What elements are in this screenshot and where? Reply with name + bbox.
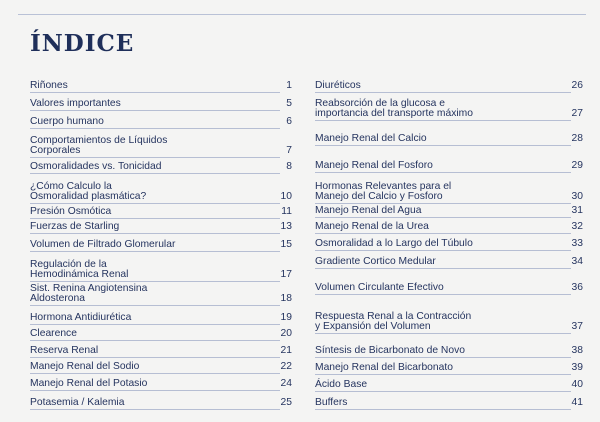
toc-entry-label: Síntesis de Bicarbonato de Novo [315, 345, 465, 356]
toc-entry[interactable] [30, 380, 292, 410]
toc-entry-label: Hormonas Relevantes para el Manejo del Calcio y Fosforo [315, 181, 452, 202]
toc-entry-label: Buffers [315, 397, 348, 408]
toc-entry-page: 37 [571, 321, 583, 332]
toc-entry[interactable] [315, 63, 583, 93]
toc-entry-label: Cuerpo humano [30, 116, 104, 127]
toc-entry-label: Respuesta Renal a la Contracción y Expansión del Volumen [315, 311, 472, 332]
toc-entry-label: Clearence [30, 328, 77, 339]
toc-entry-page: 27 [571, 108, 583, 119]
toc-entry-page: 19 [280, 312, 292, 323]
toc-entry-page: 6 [286, 116, 292, 127]
toc-entry-label: Manejo Renal del Calcio [315, 133, 427, 144]
toc-entry-label: Regulación de la Hemodinámica Renal [30, 259, 129, 280]
toc-entry-label: Manejo Renal del Potasio [30, 378, 148, 389]
toc-entry-page: 17 [280, 269, 292, 280]
toc-entry-page: 40 [571, 379, 583, 390]
toc-entry-label: Gradiente Cortico Medular [315, 256, 436, 267]
toc-entry[interactable] [315, 265, 583, 295]
toc-entry-label: Potasemia / Kalemia [30, 397, 125, 408]
toc-entry-page: 39 [571, 362, 583, 373]
toc-entry[interactable] [315, 380, 583, 410]
toc-entry[interactable] [30, 222, 292, 252]
toc-entry-page: 11 [281, 206, 292, 217]
toc-entry-page: 32 [571, 221, 583, 232]
toc-entry-label: Volumen de Filtrado Glomerular [30, 239, 176, 250]
toc-entry-label: Reserva Renal [30, 345, 99, 356]
toc-entry-label: Manejo Renal del Sodio [30, 361, 140, 372]
toc-entry-page: 8 [286, 161, 292, 172]
toc-entry-page: 1 [286, 80, 292, 91]
toc-entry[interactable] [315, 116, 583, 146]
toc-entry-label: Hormona Antidiurética [30, 312, 132, 323]
toc-entry-page: 22 [280, 361, 292, 372]
toc-entry-page: 33 [571, 238, 583, 249]
toc-entry-page: 5 [286, 98, 292, 109]
toc-entry-page: 36 [571, 282, 583, 293]
toc-entry-label: Diuréticos [315, 80, 361, 91]
toc-entry-page: 29 [571, 160, 583, 171]
toc-entry-label: Comportamientos de Líquidos Corporales [30, 135, 168, 156]
toc-entry-label: Valores importantes [30, 98, 121, 109]
toc-entry-page: 34 [571, 256, 583, 267]
toc-entry-page: 13 [280, 221, 292, 232]
toc-entry-page: 21 [280, 345, 292, 356]
toc-entry-page: 15 [280, 239, 292, 250]
top-divider [18, 14, 586, 15]
toc-entry-page: 26 [571, 80, 583, 91]
toc-entry-page: 30 [571, 191, 583, 202]
toc-entry-label: Presión Osmótica [30, 206, 112, 217]
toc-entry-page: 28 [571, 133, 583, 144]
toc-entry-label: Sist. Renina Angiotensina Aldosterona [30, 283, 148, 304]
toc-entry-label: Manejo Renal del Fosforo [315, 160, 433, 171]
toc-entry[interactable] [30, 144, 292, 174]
toc-entry[interactable] [30, 99, 292, 129]
toc-entry-page: 41 [571, 397, 583, 408]
toc-entry-label: Volumen Circulante Efectivo [315, 282, 444, 293]
toc-entry-page: 10 [280, 191, 292, 202]
toc-entry-label: Ácido Base [315, 379, 368, 390]
toc-entry-page: 7 [286, 145, 292, 156]
toc-entry-label: Manejo Renal del Bicarbonato [315, 362, 453, 373]
toc-entry-page: 20 [280, 328, 292, 339]
toc-entry-label: Osmoralidad a lo Largo del Túbulo [315, 238, 473, 249]
page-title: ÍNDICE [30, 30, 135, 57]
toc-entry-page: 38 [571, 345, 583, 356]
toc-entry-page: 25 [280, 397, 292, 408]
toc-leader-line [315, 409, 571, 410]
toc-entry-label: Osmoralidades vs. Tonicidad [30, 161, 162, 172]
toc-entry-label: ¿Cómo Calculo la Osmoralidad plasmática? [30, 181, 147, 202]
toc-entry-label: Fuerzas de Starling [30, 221, 120, 232]
toc-entry-label: Manejo Renal de la Urea [315, 221, 429, 232]
toc-entry-page: 24 [280, 378, 292, 389]
toc-entry-page: 31 [571, 205, 583, 216]
toc-entry-label: Riñones [30, 80, 68, 91]
toc-entry-label: Reabsorción de la glucosa e importancia del transporte máximo [315, 98, 473, 119]
toc-entry-page: 18 [280, 293, 292, 304]
toc-entry[interactable] [315, 143, 583, 173]
toc-entry-label: Manejo Renal del Agua [315, 205, 422, 216]
